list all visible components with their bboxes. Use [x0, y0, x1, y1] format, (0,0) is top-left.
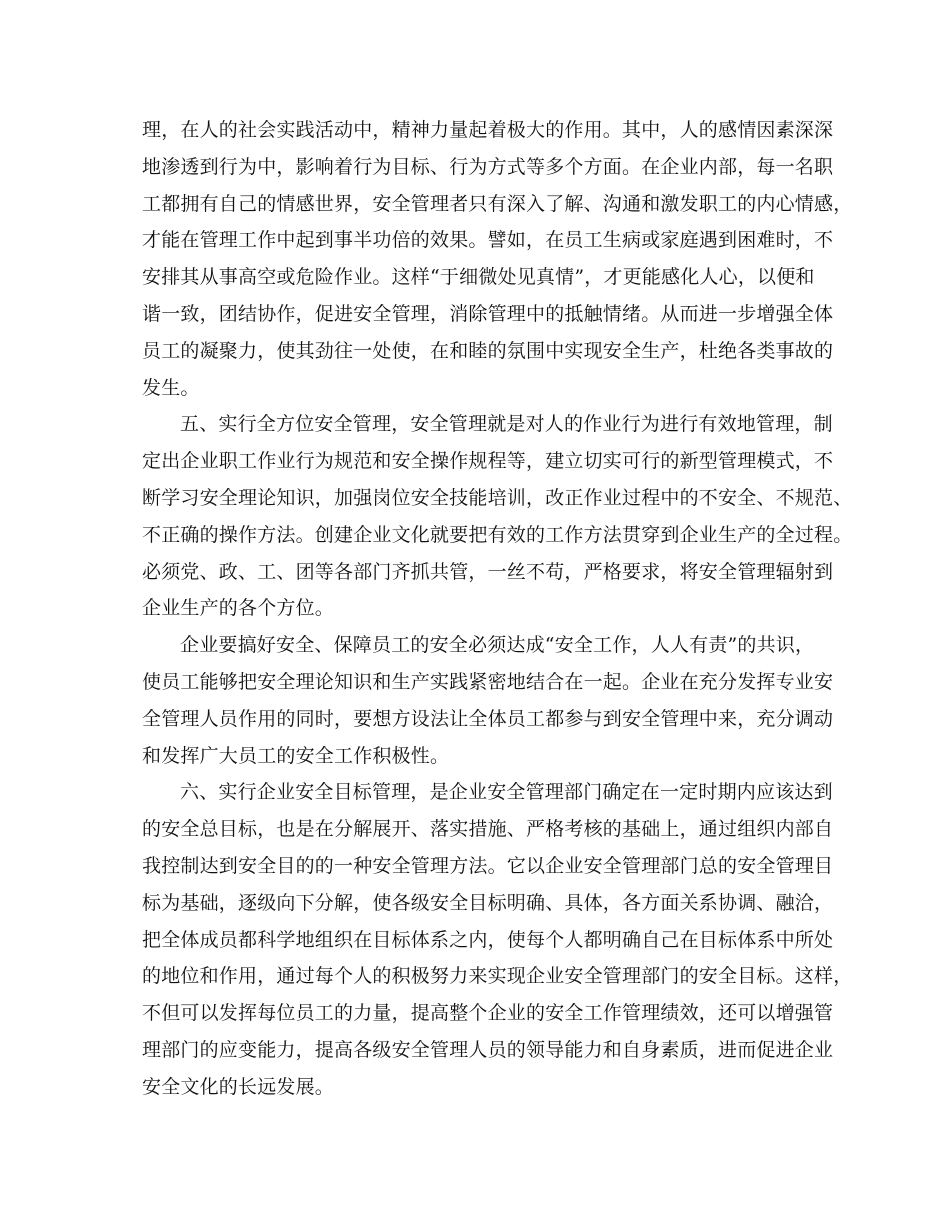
text-line: 全管理人员作用的同时，要想方设法让全体员工都参与到安全管理中来，充分调动: [142, 707, 834, 730]
text-line: 才能在管理工作中起到事半功倍的效果。譬如，在员工生病或家庭遇到困难时，不: [142, 229, 834, 252]
text-line: 把全体成员都科学地组织在目标体系之内，使每个人都明确自己在目标体系中所处: [142, 928, 834, 951]
text-line: 定出企业职工作业行为规范和安全操作规程等，建立切实可行的新型管理模式，不: [142, 450, 834, 473]
text-line: 断学习安全理论知识，加强岗位安全技能培训，改正作业过程中的不安全、不规范、: [142, 486, 853, 509]
text-line: 六、实行企业安全目标管理，是企业安全管理部门确定在一定时期内应该达到: [180, 781, 833, 804]
text-line: 地渗透到行为中，影响着行为目标、行为方式等多个方面。在企业内部，每一名职: [142, 155, 834, 178]
text-line: 理，在人的社会实践活动中，精神力量起着极大的作用。其中，人的感情因素深深: [142, 119, 834, 141]
text-line: 标为基础，逐级向下分解，使各级安全目标明确、具体，各方面关系协调、融洽，: [142, 891, 834, 914]
text-line: 不但可以发挥每位员工的力量，提高整个企业的安全工作管理绩效，还可以增强管: [142, 1002, 834, 1025]
body-text: [142, 112, 853, 1106]
text-line: 企业生产的各个方位。: [142, 597, 335, 620]
text-line: 理部门的应变能力，提高各级安全管理人员的领导能力和自身素质，进而促进企业: [142, 1038, 834, 1061]
text-line: 五、实行全方位安全管理，安全管理就是对人的作业行为进行有效地管理，制: [180, 413, 833, 436]
text-line: 企业要搞好安全、保障员工的安全必须达成“安全工作，人人有责”的共识，: [180, 634, 815, 657]
text-line: 员工的凝聚力，使其劲往一处使，在和睦的氛围中实现安全生产，杜绝各类事故的: [142, 339, 834, 362]
text-line: 不正确的操作方法。创建企业文化就要把有效的工作方法贯穿到企业生产的全过程。: [142, 523, 853, 546]
text-line: 使员工能够把安全理论知识和生产实践紧密地结合在一起。企业在充分发挥专业安: [142, 670, 834, 693]
text-line: 安全文化的长远发展。: [142, 1075, 335, 1098]
text-line: 我控制达到安全目的的一种安全管理方法。它以企业安全管理部门总的安全管理目: [142, 854, 834, 877]
text-line: 发生。: [142, 376, 200, 399]
text-line: 谐一致，团结协作，促进安全管理，消除管理中的抵触情绪。从而进一步增强全体: [142, 302, 834, 325]
text-line: 安排其从事高空或危险作业。这样“于细微处见真情”，才更能感化人心，以便和: [142, 266, 815, 289]
text-line: 和发挥广大员工的安全工作积极性。: [142, 744, 450, 767]
text-line: 工都拥有自己的情感世界，安全管理者只有深入了解、沟通和激发职工的内心情感，: [142, 192, 853, 215]
text-line: 的安全总目标，也是在分解展开、落实措施、严格考核的基础上，通过组织内部自: [142, 818, 834, 841]
text-line: 的地位和作用，通过每个人的积极努力来实现企业安全管理部门的安全目标。这样，: [142, 965, 853, 988]
text-line: 必须党、政、工、团等各部门齐抓共管，一丝不苟，严格要求，将安全管理辐射到: [142, 560, 834, 583]
